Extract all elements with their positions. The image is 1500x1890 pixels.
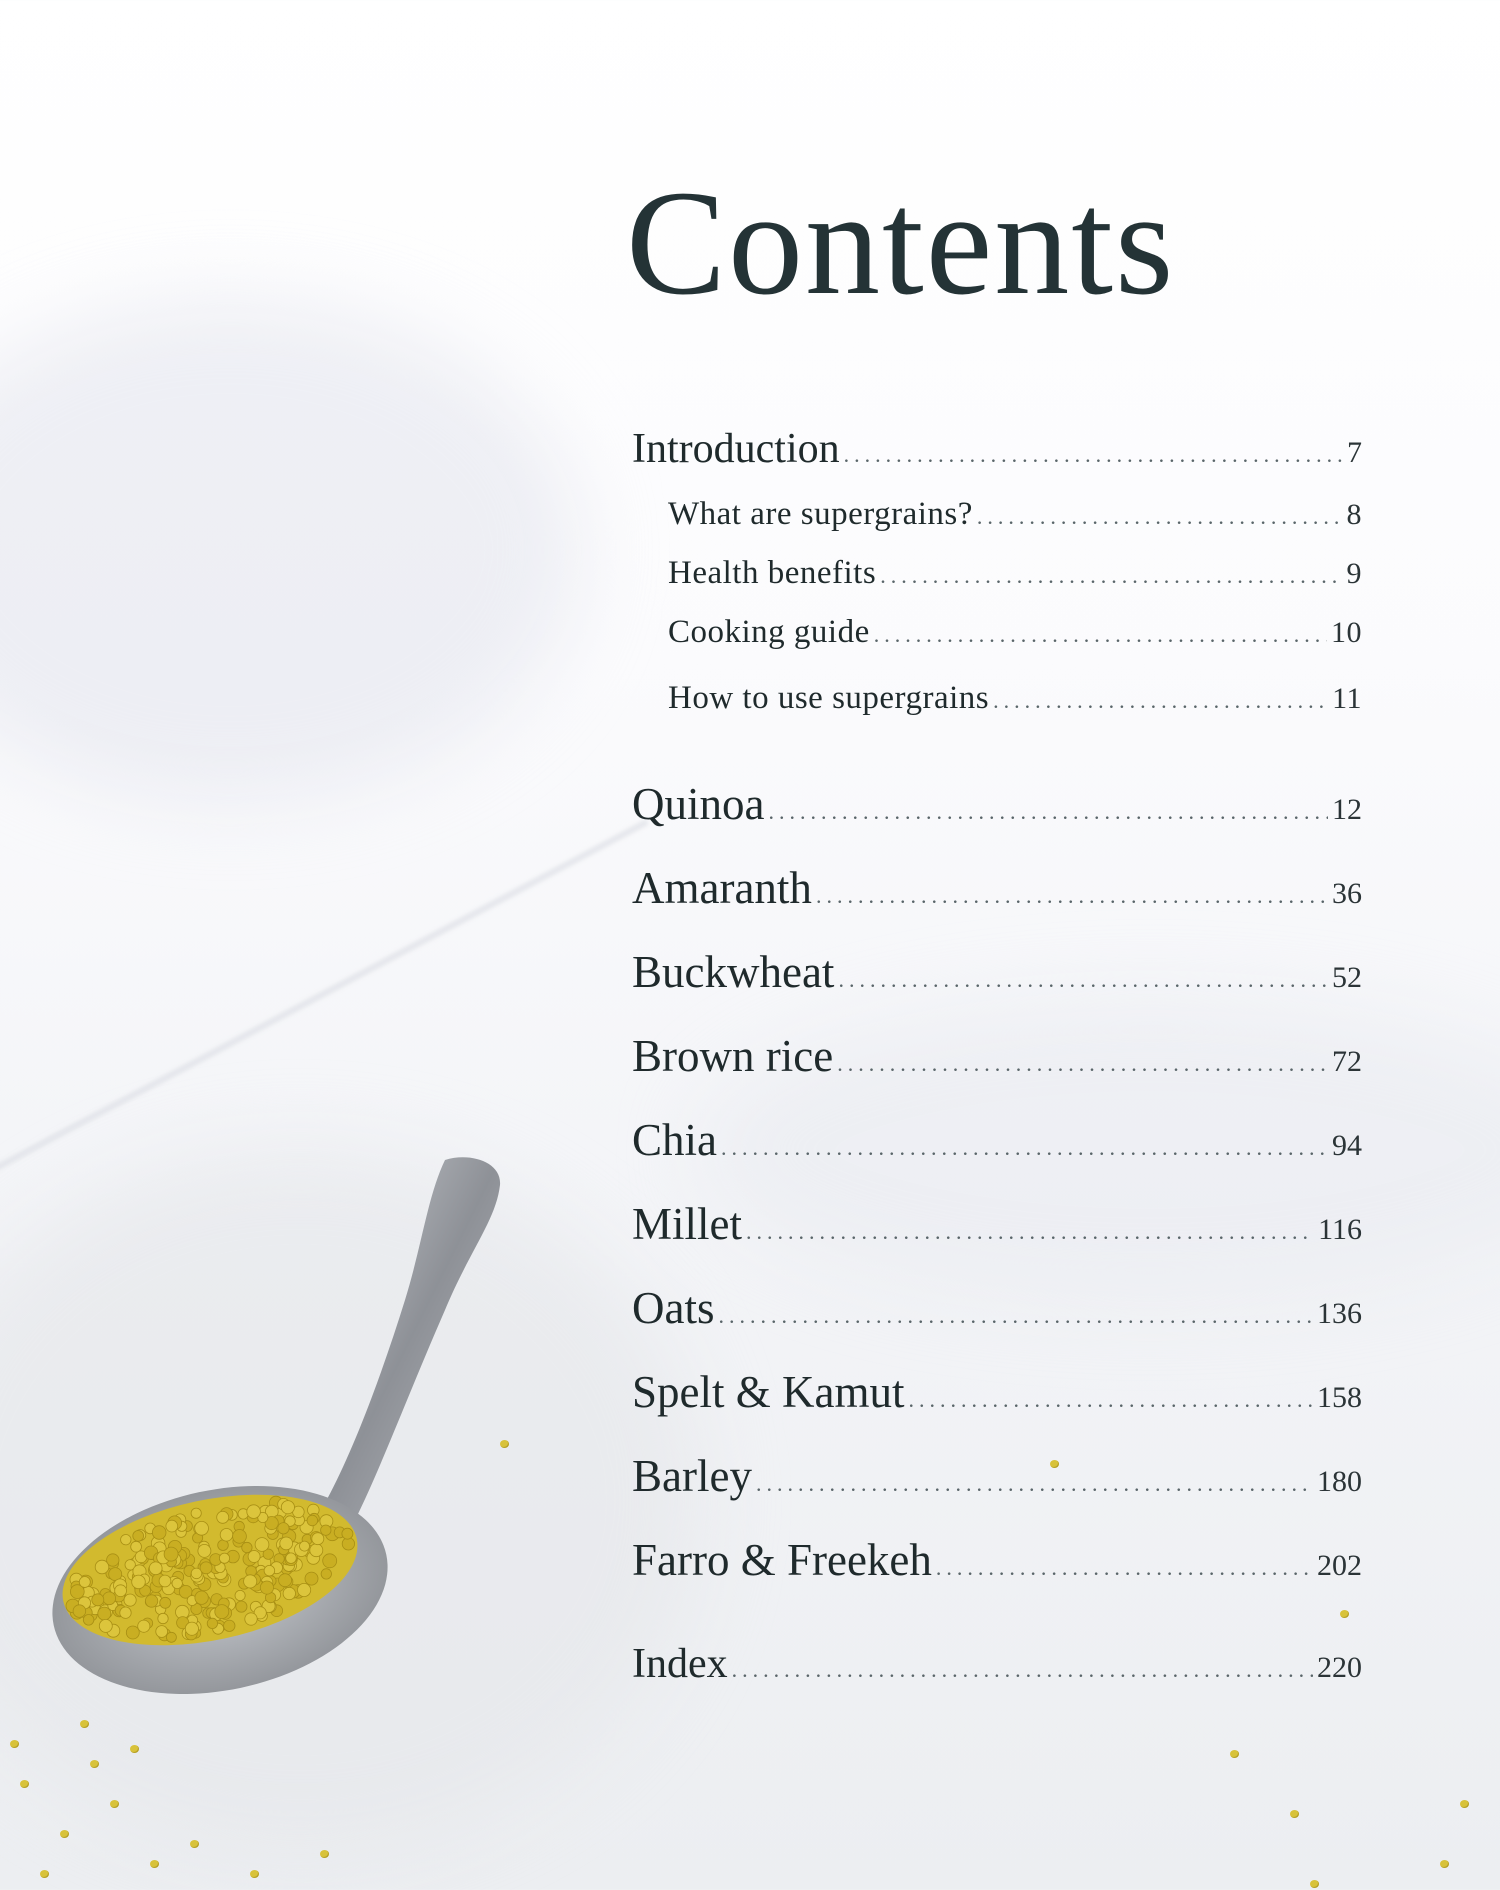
dot-leader [844,442,1343,468]
millet-grain [166,1632,176,1642]
millet-grain [264,1565,275,1576]
toc-entry-health-benefits[interactable] [668,555,1362,592]
toc-entry-label: Quinoa [632,779,765,829]
millet-grain [164,1547,178,1561]
toc-entry-quinoa[interactable] [632,778,1362,830]
dot-leader [768,799,1328,825]
toc-entry-barley[interactable] [632,1450,1362,1502]
millet-grain [242,1542,252,1552]
dot-leader [993,688,1328,714]
toc-entry-label: How to use supergrains [668,680,990,716]
dot-leader [837,1051,1328,1077]
millet-grain [220,1529,233,1542]
millet-grain [250,1870,259,1878]
millet-grain [121,1535,131,1545]
toc-entry-page: 220 [1317,1651,1362,1684]
millet-grain [120,1607,131,1618]
dot-leader [874,622,1327,648]
toc-entry-oats[interactable] [632,1282,1362,1334]
toc-entry-buckwheat[interactable] [632,946,1362,998]
millet-grain [73,1605,86,1618]
millet-grain [280,1537,293,1550]
millet-grain [195,1521,209,1535]
millet-grain [298,1583,311,1596]
millet-grain [279,1574,292,1587]
toc-entry-page: 136 [1317,1297,1362,1330]
millet-grain [219,1553,229,1563]
millet-grain [60,1830,69,1838]
millet-grain [1440,1860,1449,1868]
millet-grain [98,1607,111,1620]
millet-grain [323,1554,337,1568]
millet-grain [80,1720,89,1728]
millet-grain [166,1520,178,1532]
millet-grain [312,1533,324,1545]
toc-entry-page: 12 [1332,793,1362,826]
toc-entry-index[interactable] [632,1640,1362,1688]
toc-entry-page: 202 [1317,1549,1362,1582]
toc-entry-label: Index [632,1641,728,1687]
dot-leader [908,1387,1313,1413]
millet-grain [20,1780,29,1788]
millet-grain [247,1505,261,1519]
toc-entry-label: Buckwheat [632,947,835,997]
toc-entry-page: 9 [1346,557,1362,590]
toc-entry-page: 180 [1317,1465,1362,1498]
millet-grain [305,1572,318,1585]
dot-leader [977,504,1343,530]
dot-leader [746,1219,1314,1245]
toc-entry-page: 94 [1332,1129,1362,1162]
millet-grain [235,1590,245,1600]
millet-grain [200,1562,212,1574]
millet-grain [300,1541,310,1551]
millet-grain [207,1618,217,1628]
millet-grain [149,1562,162,1575]
toc-entry-page: 52 [1332,961,1362,994]
millet-grain [145,1595,157,1607]
toc-entry-page: 11 [1332,682,1362,715]
toc-entry-amaranth[interactable] [632,862,1362,914]
toc-entry-spelt-kamut[interactable] [632,1366,1362,1418]
toc-entry-brown-rice[interactable] [632,1030,1362,1082]
millet-grain [500,1440,509,1448]
millet-grain [215,1605,229,1619]
toc-entry-page: 158 [1317,1381,1362,1414]
millet-grain [281,1501,294,1514]
millet-grain [133,1531,144,1542]
dot-leader [838,967,1328,993]
toc-entry-label: What are supergrains? [668,496,973,532]
dot-leader [880,563,1342,589]
spoon-handle [320,1157,500,1520]
toc-entry-label: Cooking guide [668,614,870,650]
millet-grain [126,1626,139,1639]
toc-entry-chia[interactable] [632,1114,1362,1166]
millet-grain [278,1523,289,1534]
dot-leader [719,1303,1314,1329]
toc-entry-how-to-use-supergrains[interactable] [668,680,1362,717]
millet-grain [152,1526,166,1540]
toc-entry-what-are-supergrains[interactable] [668,496,1362,533]
millet-grain [131,1541,142,1552]
dot-leader [732,1657,1313,1683]
toc-entry-millet[interactable] [632,1198,1362,1250]
toc-entry-label: Oats [632,1283,715,1333]
toc-entry-introduction[interactable] [632,425,1362,473]
dot-leader [936,1555,1313,1581]
toc-entry-page: 10 [1331,616,1362,649]
toc-entry-label: Health benefits [668,555,877,591]
dot-leader [816,883,1328,909]
millet-grain [321,1525,331,1535]
millet-grain [1050,1460,1059,1468]
millet-grain [236,1601,247,1612]
millet-grain [10,1740,19,1748]
toc-entry-page: 72 [1332,1045,1362,1078]
toc-entry-label: Chia [632,1115,717,1165]
millet-grain [99,1619,112,1632]
millet-grain [245,1613,257,1625]
millet-grain [224,1620,235,1631]
millet-grain [90,1760,99,1768]
millet-grain [1290,1810,1299,1818]
millet-grain [138,1620,150,1632]
toc-entry-page: 7 [1347,436,1362,469]
toc-entry-label: Spelt & Kamut [632,1367,905,1417]
toc-entry-farro-freekeh[interactable] [632,1534,1362,1586]
dot-leader [721,1135,1328,1161]
toc-entry-label: Farro & Freekeh [632,1535,932,1585]
millet-grain [159,1575,171,1587]
toc-entry-label: Amaranth [632,863,812,913]
millet-grain [283,1587,295,1599]
millet-grain [248,1551,260,1563]
millet-grain [158,1613,168,1623]
millet-grain [107,1554,119,1566]
millet-grain [79,1577,90,1588]
millet-grain [156,1626,168,1638]
millet-grain [198,1544,211,1557]
toc-entry-label: Introduction [632,426,840,472]
millet-grain [172,1578,182,1588]
millet-grain [103,1592,116,1605]
millet-grain [1340,1610,1349,1618]
millet-grain [185,1622,198,1635]
millet-grain [1460,1800,1469,1808]
millet-grain [124,1594,136,1606]
millet-grain [130,1745,139,1753]
toc-entry-label: Barley [632,1451,752,1501]
millet-grain [40,1870,49,1878]
millet-grain [286,1553,297,1564]
millet-grain [255,1538,269,1552]
millet-grain [110,1800,119,1808]
millet-grain [160,1597,171,1608]
spoon-of-millet-photo [50,1140,530,1740]
millet-grain [217,1511,229,1523]
toc-entry-page: 8 [1346,498,1362,531]
millet-grain [195,1591,208,1604]
toc-entry-cooking-guide[interactable] [668,614,1362,651]
millet-grain [320,1850,329,1858]
millet-grain [92,1594,104,1606]
millet-grain [83,1615,94,1626]
millet-grain [1310,1880,1319,1888]
millet-grain [342,1528,353,1539]
millet-grain [191,1508,201,1518]
millet-grain [1230,1750,1239,1758]
millet-grain [233,1530,247,1544]
dot-leader [756,1471,1313,1497]
millet-grain [115,1585,127,1597]
toc-entry-page: 36 [1332,877,1362,910]
millet-grain [150,1860,159,1868]
millet-grain [190,1840,199,1848]
millet-grain [321,1569,331,1579]
millet-grain [132,1575,146,1589]
toc-entry-page: 116 [1318,1213,1362,1246]
toc-entry-label: Brown rice [632,1031,834,1081]
millet-grain [260,1581,273,1594]
toc-entry-label: Millet [632,1199,742,1249]
millet-grain [307,1515,318,1526]
millet-grain [244,1575,257,1588]
page-title: Contents [626,160,1176,326]
millet-grain [310,1544,323,1557]
